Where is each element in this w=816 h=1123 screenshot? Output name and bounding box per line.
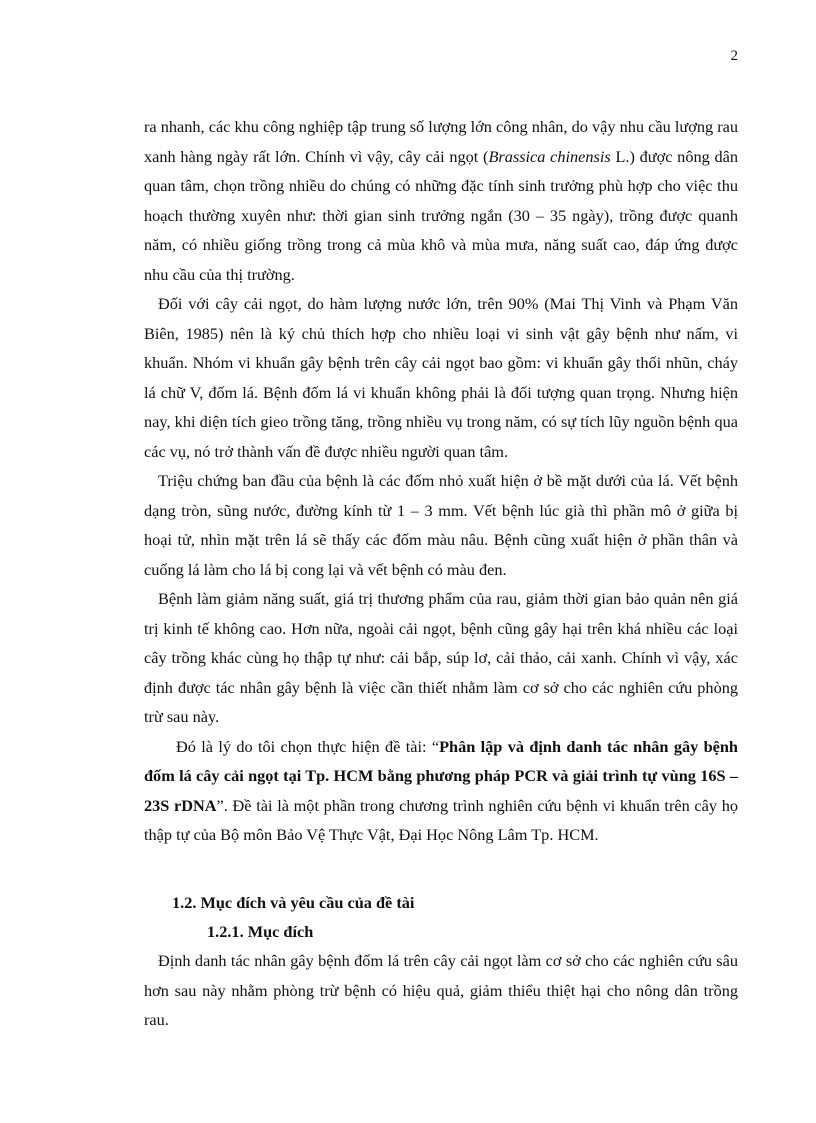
purpose-paragraph: Định danh tác nhân gây bệnh đốm lá trên cây cải ngọt làm cơ sở cho các nghiên cứu sâu hơn sau này nhằm phòng trừ bệnh có hiệu quả, giảm thiểu thiệt hại cho nông dân trồng rau. (144, 951, 738, 1029)
section-heading: 1.2. Mục đích và yêu cầu của đề tài (172, 893, 415, 912)
body-text (144, 112, 738, 850)
paragraph-1 (144, 112, 738, 289)
species-name: Brassica chinensis (488, 146, 611, 166)
paragraph-1-text-start: ra nhanh, các khu công nghiệp tập trung số lượng lớn công nhân, do vậy nhu cầu lượng rau xanh hàng ngày rất lớn. Chính vì vậy, cây cải ngọt ( (144, 117, 738, 166)
paragraph-5 (144, 732, 738, 850)
page-number: 2 (730, 48, 738, 64)
paragraph-3: Triệu chứng ban đầu của bệnh là các đốm nhỏ xuất hiện ở bề mặt dưới của lá. Vết bệnh dạng tròn, sũng nước, đường kính từ 1 – 3 mm. Vết bệnh lúc già thì phần mô ở giữa bị hoại tử, nhìn mặt trên lá sẽ thấy các đốm màu nâu. Bệnh cũng xuất hiện ở phần thân và cuống lá làm cho lá bị cong lại và vết bệnh có màu đen. (144, 471, 738, 579)
purpose-section (144, 946, 738, 1035)
paragraph-4: Bệnh làm giảm năng suất, giá trị thương phẩm của rau, giảm thời gian bảo quản nên giá trị kinh tế không cao. Hơn nữa, ngoài cải ngọt, bệnh cũng gây hại trên khá nhiều các loại cây trồng khác cùng họ thập tự như: cải bắp, súp lơ, cải thảo, cải xanh. Chính vì vậy, xác định được tác nhân gây bệnh là việc cần thiết nhằm làm cơ sở cho các nghiên cứu phòng trừ sau này. (144, 589, 738, 726)
paragraph-5-text-end: ”. Đề tài là một phần trong chương trình nghiên cứu bệnh vi khuẩn trên cây họ thập tự của Bộ môn Bảo Vệ Thực Vật, Đại Học Nông Lâm Tp. HCM. (144, 795, 739, 844)
paragraph-5-text-start: Đó là lý do tôi chọn thực hiện đề tài: “ (176, 736, 440, 756)
paragraph-1-text-end: L.) được nông dân quan tâm, chọn trồng nhiều do chúng có những đặc tính sinh trưởng phù hợp cho việc thu hoạch thường xuyên như: thời gian sinh trưởng ngắn (30 – 35 ngày), trồng được quanh năm, có nhiều giống trồng trong cả mùa khô và mùa mưa, năng suất cao, đáp ứng được nhu cầu của thị trường. (144, 146, 738, 284)
paragraph-2: Đối với cây cải ngọt, do hàm lượng nước lớn, trên 90% (Mai Thị Vinh và Phạm Văn Biên, 1985) nên là ký chủ thích hợp cho nhiều loại vi sinh vật gây bệnh như nấm, vi khuẩn. Nhóm vi khuẩn gây bệnh trên cây cải ngọt bao gồm: vi khuẩn gây thối nhũn, cháy lá chữ V, đốm lá. Bệnh đốm lá vi khuẩn không phải là đối tượng quan trọng. Nhưng hiện nay, khi diện tích gieo trồng tăng, trồng nhiều vụ trong năm, có sự tích lũy nguồn bệnh qua các vụ, nó trở thành vấn đề được nhiều người quan tâm. (144, 294, 738, 461)
thesis-title: Phân lập và định danh tác nhân gây bệnh đốm lá cây cải ngọt tại Tp. HCM bằng phương pháp PCR và giải trình tự vùng 16S – 23S rDNA (144, 736, 738, 815)
subsection-heading: 1.2.1. Mục đích (207, 922, 314, 941)
